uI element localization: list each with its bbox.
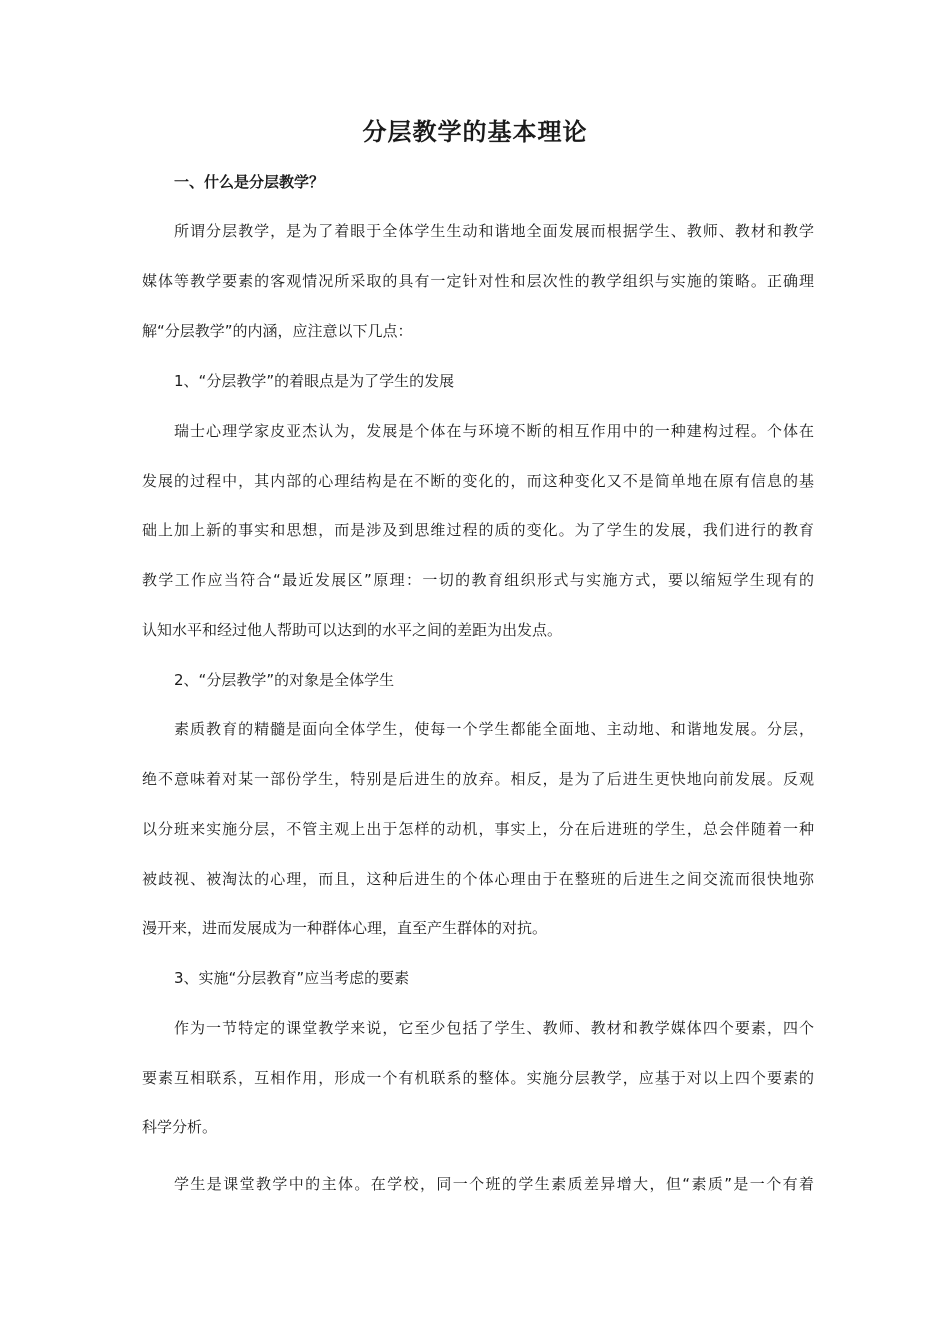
paragraph-line: 学生是课堂教学中的主体。在学校，同一个班的学生素质差异增大，但“素质”是一个有着 xyxy=(174,1175,814,1193)
paragraph-line: 认知水平和经过他人帮助可以达到的水平之间的差距为出发点。 xyxy=(142,621,563,639)
paragraph-line: 瑞士心理学家皮亚杰认为，发展是个体在与环境不断的相互作用中的一种建构过程。个体在 xyxy=(174,422,814,440)
paragraph-line: 要素互相联系，互相作用，形成一个有机联系的整体。实施分层教学，应基于对以上四个要素的 xyxy=(142,1069,814,1087)
paragraph-line: 以分班来实施分层，不管主观上出于怎样的动机，事实上，分在后进班的学生，总会伴随着一种 xyxy=(142,820,814,838)
document-title: 分层教学的基本理论 xyxy=(362,118,588,146)
paragraph-line: 科学分析。 xyxy=(142,1118,218,1136)
paragraph-line: 发展的过程中，其内部的心理结构是在不断的变化的，而这种变化又不是简单地在原有信息的基 xyxy=(142,472,814,490)
paragraph-line: 漫开来，进而发展成为一种群体心理，直至产生群体的对抗。 xyxy=(142,919,548,937)
paragraph-line: 媒体等教学要素的客观情况所采取的具有一定针对性和层次性的教学组织与实施的策略。正确理 xyxy=(142,272,814,290)
paragraph-line: 所谓分层教学，是为了着眼于全体学生生动和谐地全面发展而根据学生、教师、教材和教学 xyxy=(174,222,814,240)
point-heading: 1、“分层教学”的着眼点是为了学生的发展 xyxy=(174,372,455,390)
paragraph-line: 解“分层教学”的内涵，应注意以下几点： xyxy=(142,322,413,340)
paragraph-line: 础上加上新的事实和思想，而是涉及到思维过程的质的变化。为了学生的发展，我们进行的教育 xyxy=(142,521,814,539)
point-heading: 3、实施“分层教育”应当考虑的要素 xyxy=(174,969,410,987)
paragraph-line: 素质教育的精髓是面向全体学生，使每一个学生都能全面地、主动地、和谐地发展。分层， xyxy=(174,720,814,738)
paragraph-line: 作为一节特定的课堂教学来说，它至少包括了学生、教师、教材和教学媒体四个要素，四个 xyxy=(174,1019,814,1037)
paragraph-line: 被歧视、被淘汰的心理，而且，这种后进生的个体心理由于在整班的后进生之间交流而很快地弥 xyxy=(142,870,814,888)
paragraph-line: 绝不意味着对某一部份学生，特别是后进生的放弃。相反，是为了后进生更快地向前发展。反观 xyxy=(142,770,814,788)
section-heading: 一、什么是分层教学？ xyxy=(174,173,325,191)
paragraph-line: 教学工作应当符合“最近发展区”原理：一切的教育组织形式与实施方式，要以缩短学生现有的 xyxy=(142,571,814,589)
point-heading: 2、“分层教学”的对象是全体学生 xyxy=(174,671,395,689)
